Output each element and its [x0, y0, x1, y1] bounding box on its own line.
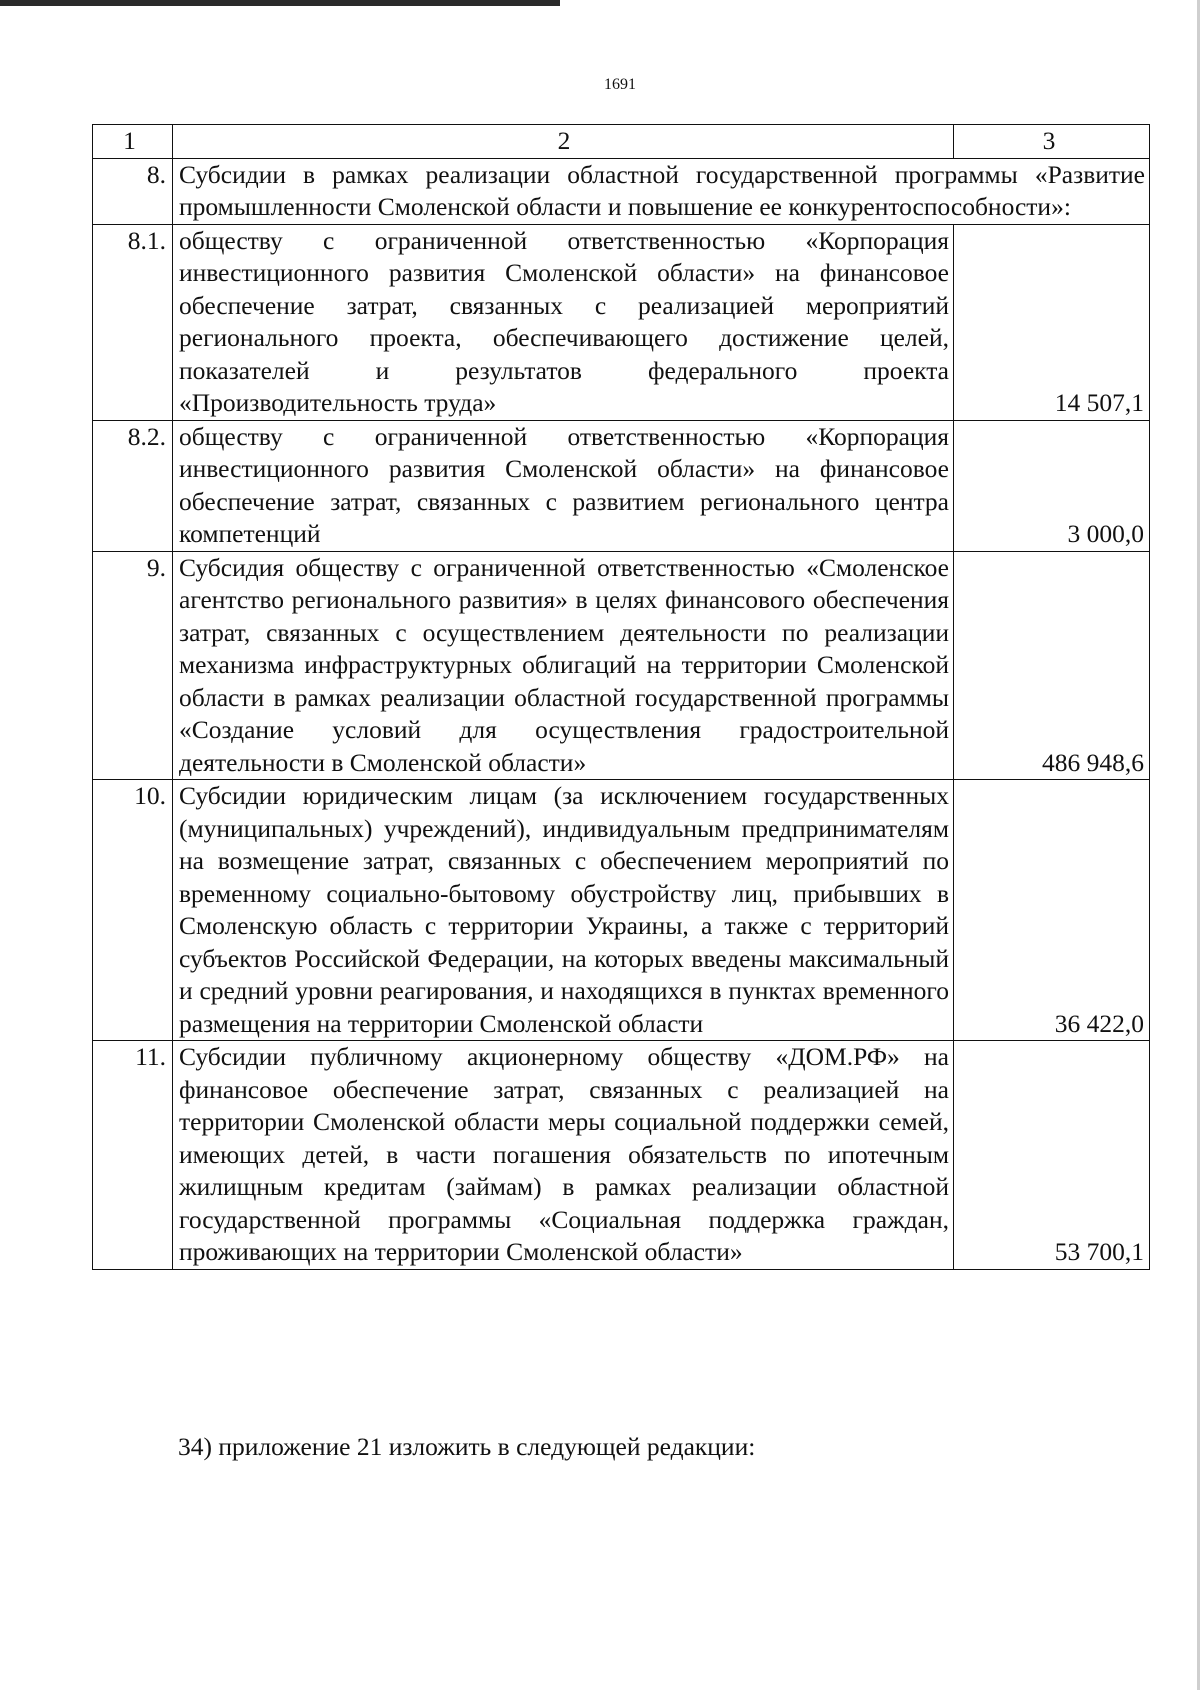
row-number: 8. [93, 158, 173, 224]
row-amount: 486 948,6 [954, 551, 1150, 780]
row-description: обществу с ограниченной ответственностью «Корпорация инвестиционного развития Смоленской области» на финансовое обеспечение затрат, связанных с развитием регионального центра компетенций [173, 420, 954, 551]
row-number: 8.2. [93, 420, 173, 551]
row-description: обществу с ограниченной ответственностью «Корпорация инвестиционного развития Смоленской области» на финансовое обеспечение затрат, связанных с реализацией мероприятий регионального проекта, обеспечивающего достижение целей, показателей и результатов федерального проекта «Производительность труда» [173, 224, 954, 420]
page-number: 1691 [604, 76, 636, 93]
subsidies-table [92, 124, 1150, 1270]
row-description: Субсидии в рамках реализации областной государственной программы «Развитие промышленности Смоленской области и повышение ее конкурентоспособности»: [173, 158, 1150, 224]
header-col-3: 3 [954, 125, 1150, 159]
row-number: 8.1. [93, 224, 173, 420]
scan-edge-top [0, 0, 560, 6]
table-row [93, 224, 1150, 420]
row-description: Субсидии публичному акционерному обществу «ДОМ.РФ» на финансовое обеспечение затрат, связанных с реализацией на территории Смоленской области меры социальной поддержки семей, имеющих детей, в части погашения обязательств по ипотечным жилищным кредитам (займам) в рамках реализации областной государственной программы «Социальная поддержка граждан, проживающих на территории Смоленской области» [173, 1041, 954, 1270]
following-instruction: 34) приложение 21 изложить в следующей редакции: [178, 1432, 756, 1461]
row-amount: 36 422,0 [954, 780, 1150, 1041]
table-row [93, 420, 1150, 551]
table-header-row [93, 125, 1150, 159]
row-description: Субсидии юридическим лицам (за исключением государственных (муниципальных) учреждений), индивидуальным предпринимателям на возмещение затрат, связанных с обеспечением мероприятий по временному социально-бытовому обустройству лиц, прибывших в Смоленскую область с территории Украины, а также с территорий субъектов Российской Федерации, на которых введены максимальный и средний уровни реагирования, и находящихся в пунктах временного размещения на территории Смоленской области [173, 780, 954, 1041]
row-number: 11. [93, 1041, 173, 1270]
table-row [93, 551, 1150, 780]
row-amount: 3 000,0 [954, 420, 1150, 551]
header-col-1: 1 [93, 125, 173, 159]
table-row [93, 1041, 1150, 1270]
header-col-2: 2 [173, 125, 954, 159]
row-number: 10. [93, 780, 173, 1041]
row-description: Субсидия обществу с ограниченной ответственностью «Смоленское агентство регионального развития» в целях финансового обеспечения затрат, связанных с осуществлением деятельности по реализации механизма инфраструктурных облигаций на территории Смоленской области в рамках реализации областной государственной программы «Создание условий для осуществления градостроительной деятельности в Смоленской области» [173, 551, 954, 780]
row-amount: 53 700,1 [954, 1041, 1150, 1270]
row-amount: 14 507,1 [954, 224, 1150, 420]
row-number: 9. [93, 551, 173, 780]
table-row [93, 780, 1150, 1041]
table-row-section-8 [93, 158, 1150, 224]
